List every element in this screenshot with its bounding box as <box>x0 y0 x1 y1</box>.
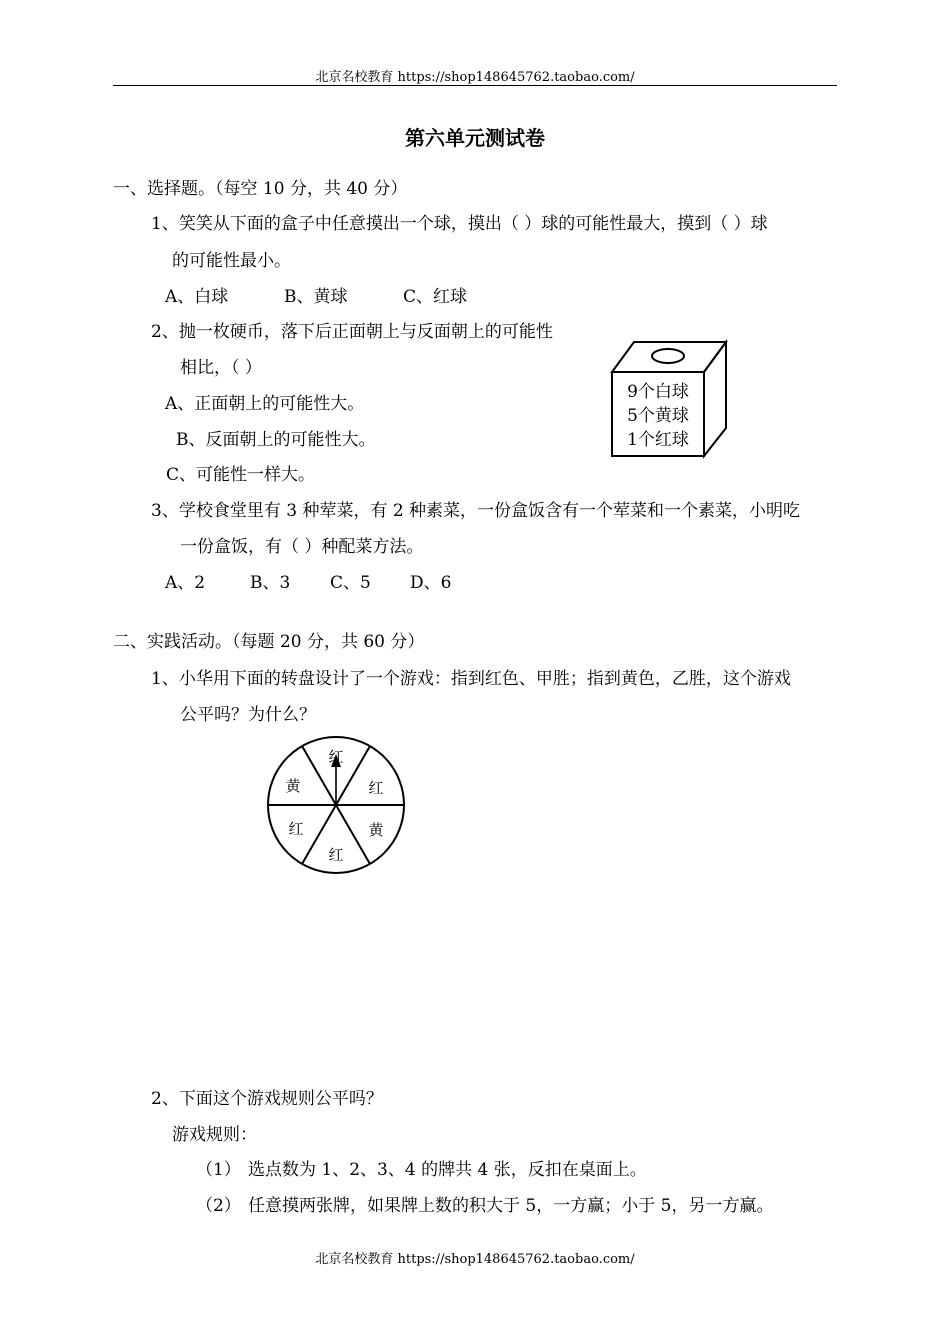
s2-q1-line1: 1、小华用下面的转盘设计了一个游戏：指到红色、甲胜；指到黄色，乙胜，这个游戏 <box>151 669 791 689</box>
box-label-red: 1个红球 <box>627 430 689 450</box>
q1-line2: 的可能性最小。 <box>172 251 291 271</box>
q3-option-d: D、6 <box>410 573 452 593</box>
s2-q2-rule2-text: 任意摸两张牌，如果牌上数的积大于 5，一方赢；小于 5，另一方赢。 <box>248 1196 774 1216</box>
q2-option-c: C、可能性一样大。 <box>166 465 316 485</box>
spinner-seg-lower-right: 黄 <box>368 821 384 839</box>
section1-heading: 一、选择题。（每空 10 分，共 40 分） <box>113 179 408 199</box>
s2-q1-line2: 公平吗？为什么？ <box>180 705 316 725</box>
spinner-seg-upper-right: 红 <box>368 779 384 797</box>
s2-q2-rules-label: 游戏规则： <box>172 1125 257 1145</box>
page-header: 北京名校教育 https://shop148645762.taobao.com/ <box>315 70 635 85</box>
s2-q2-rule1-text: 选点数为 1、2、3、4 的牌共 4 张，反扣在桌面上。 <box>248 1160 647 1180</box>
box-label-yellow: 5个黄球 <box>627 406 689 426</box>
q1-option-a: A、白球 <box>165 287 229 307</box>
q1-option-b: B、黄球 <box>284 287 348 307</box>
spinner-seg-lower-left: 红 <box>288 820 304 838</box>
q3-option-b: B、3 <box>250 573 291 593</box>
q2-option-a: A、正面朝上的可能性大。 <box>165 394 365 414</box>
box-top-face <box>612 342 726 372</box>
q2-line1: 2、抛一枚硬币，落下后正面朝上与反面朝上的可能性 <box>151 322 553 342</box>
s2-q2-rule1-number: （1） <box>196 1160 241 1180</box>
spinner-illustration <box>265 734 407 876</box>
box-side-face <box>704 342 726 456</box>
q3-line2: 一份盒饭，有（ ）种配菜方法。 <box>180 537 424 557</box>
q1-option-c: C、红球 <box>403 287 468 307</box>
page-title: 第六单元测试卷 <box>405 126 545 150</box>
page-footer: 北京名校教育 https://shop148645762.taobao.com/ <box>315 1252 635 1267</box>
q2-line2: 相比，（ ） <box>180 358 262 378</box>
spinner-seg-bottom: 红 <box>328 846 344 864</box>
q3-option-c: C、5 <box>330 573 371 593</box>
s2-q2-rule2-number: （2） <box>196 1196 241 1216</box>
ball-box-illustration <box>606 336 730 460</box>
q3-line1: 3、学校食堂里有 3 种荤菜，有 2 种素菜，一份盒饭含有一个荤菜和一个素菜，小明吃 <box>151 501 801 521</box>
box-opening <box>652 349 684 363</box>
section2-heading: 二、实践活动。（每题 20 分，共 60 分） <box>113 632 425 652</box>
s2-q2-line1: 2、下面这个游戏规则公平吗？ <box>151 1089 383 1109</box>
q3-option-a: A、2 <box>165 573 206 593</box>
spinner-seg-top: 红 <box>328 748 344 766</box>
q1-line1: 1、笑笑从下面的盒子中任意摸出一个球，摸出（ ）球的可能性最大，摸到（ ）球 <box>151 214 768 234</box>
header-divider <box>113 85 837 86</box>
q2-option-b: B、反面朝上的可能性大。 <box>176 430 376 450</box>
box-label-white: 9个白球 <box>627 382 689 402</box>
spinner-seg-upper-left: 黄 <box>285 777 301 795</box>
